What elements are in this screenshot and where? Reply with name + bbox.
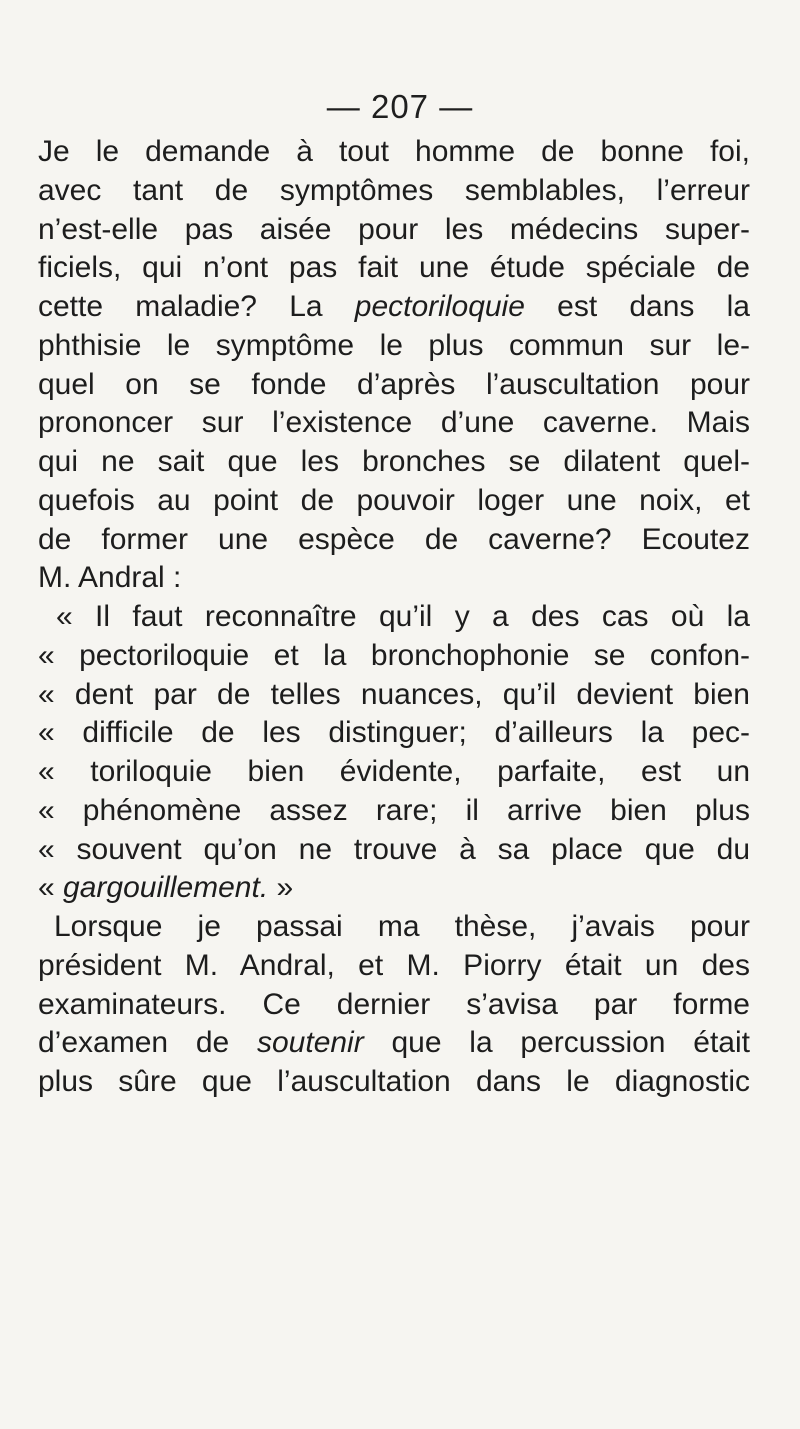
text-line: prononcer sur l’existence d’une caverne. Mais [38,406,750,440]
text-line: plus sûre que l’auscultation dans le diagnostic [38,1065,750,1098]
text-segment: est dans la [557,290,750,323]
text-line: quel on se fonde d’après l’auscultation pour [38,367,750,401]
quote-line: « phénomène assez rare; il arrive bien plus [38,793,750,827]
body-text [38,133,750,1102]
text-line: qui ne sait que les bronches se dilatent quel- [38,445,750,478]
text-line: avec tant de symptômes semblables, l’erreur [38,173,750,207]
text-line: ficiels, qui n’ont pas fait une étude spéciale de [38,251,750,285]
text-line: Je le demande à tout homme de bonne foi, [38,135,750,168]
text-line: phthisie le symptôme le plus commun sur le- [38,328,750,362]
text-segment: que la percussion était [391,1026,750,1060]
quote-line: « dent par de telles nuances, qu’il devient bien [38,677,750,711]
italic-term: pectoriloquie [354,290,525,323]
text-line: n’est-elle pas aisée pour les médecins super- [38,212,750,246]
quote-line: « Il faut reconnaître qu’il y a des cas où la [56,600,750,633]
quote-line: « pectoriloquie et la bronchophonie se confon- [38,638,750,672]
page-number: — 207 — [326,88,474,125]
text-line [38,1024,750,1063]
text-segment: cette maladie? La [38,290,323,323]
text-line: M. Andral : [38,561,182,595]
quote-mark: « [38,871,64,905]
text-line [38,288,750,327]
text-line: quefois au point de pouvoir loger une noix, et [38,483,750,517]
quote-line: « toriloquie bien évidente, parfaite, est un [38,755,750,788]
text-segment: d’examen de [38,1026,230,1060]
quote-line: « souvent qu’on ne trouve à sa place que du [38,832,750,866]
text-line: président M. Andral, et M. Piorry était un des [38,948,750,982]
quote-line: « difficile de les distinguer; d’ailleurs la pec- [38,716,750,750]
italic-term: soutenir [256,1026,364,1060]
text-line: Lorsque je passai ma thèse, j’avais pour [54,910,750,943]
italic-term: gargouillement. [63,871,269,905]
text-line: de former une espèce de caverne? Ecoutez [38,522,750,556]
quote-line [38,869,750,908]
text-line: examinateurs. Ce dernier s’avisa par forme [38,987,750,1021]
quote-mark: » [268,871,294,905]
